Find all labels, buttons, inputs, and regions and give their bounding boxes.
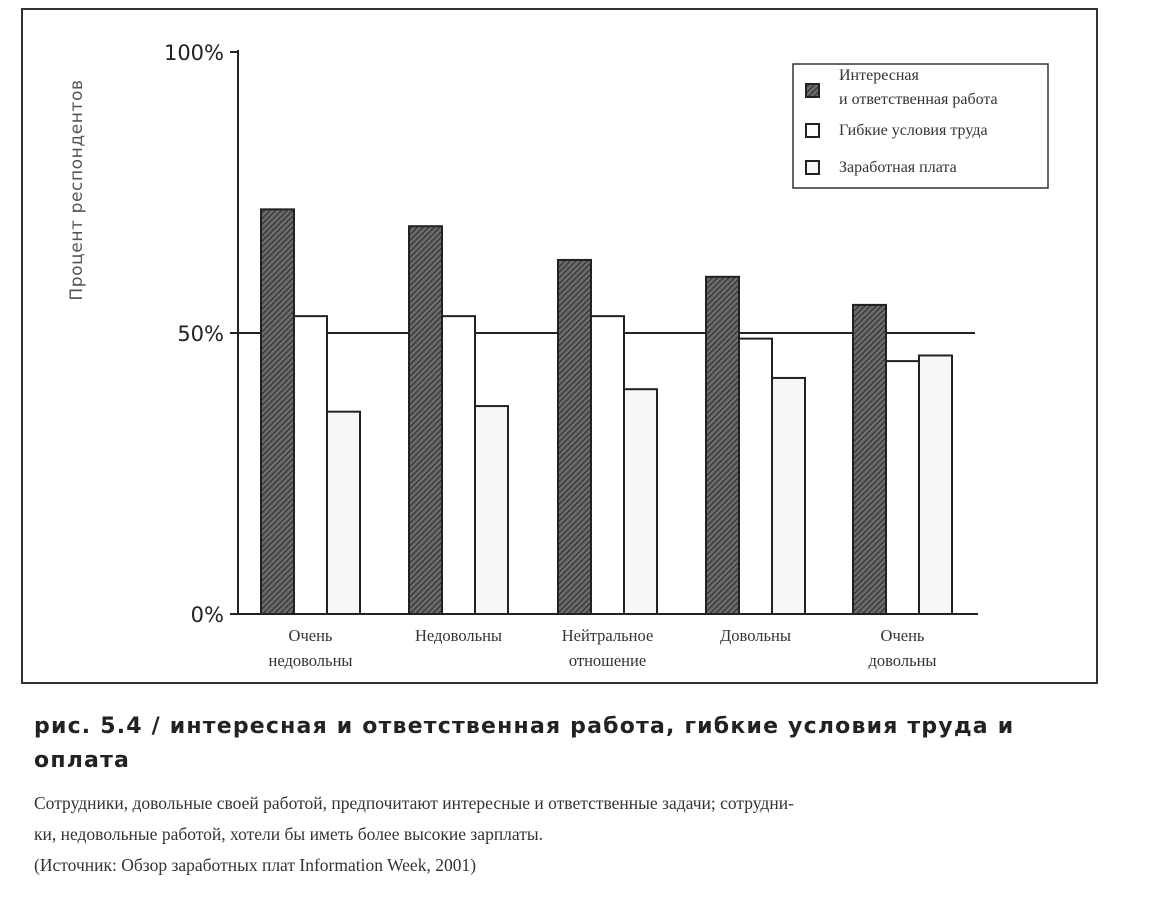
bar <box>624 389 657 614</box>
x-tick-label: Нейтральное <box>561 626 654 645</box>
bar <box>558 260 591 614</box>
legend-swatch <box>806 84 819 97</box>
x-tick-label: Недовольны <box>414 626 503 645</box>
caption-title: рис. 5.4 / интересная и ответственная работа, гибкие условия труда и оплата <box>34 714 1015 773</box>
chart-frame <box>21 8 1098 684</box>
legend-label: Интересная <box>839 67 919 84</box>
bar <box>772 378 805 614</box>
bar <box>442 316 475 614</box>
x-tick-label: Очень <box>288 626 333 645</box>
caption-line: ки, недовольные работой, хотели бы иметь более высокие зарплаты. <box>34 824 544 844</box>
bar <box>261 209 294 614</box>
legend-swatch <box>806 161 819 174</box>
y-tick-label: 100% <box>163 41 224 65</box>
x-tick-label: Очень <box>880 626 925 645</box>
bar <box>706 277 739 614</box>
legend-label: Заработная плата <box>839 159 957 176</box>
bar <box>475 406 508 614</box>
y-tick-label: 0% <box>190 603 224 627</box>
x-tick-label: отношение <box>568 651 647 670</box>
bar <box>591 316 624 614</box>
caption-body <box>34 788 1114 881</box>
legend-label: Гибкие условия труда <box>839 122 988 139</box>
bar <box>294 316 327 614</box>
bar <box>886 361 919 614</box>
y-axis-title: Процент респондентов <box>67 79 87 301</box>
bar <box>327 412 360 614</box>
bar <box>409 226 442 614</box>
bar <box>739 339 772 614</box>
x-tick-label: довольны <box>868 651 937 670</box>
caption-line: (Источник: Обзор заработных плат Information Week, 2001) <box>34 855 477 875</box>
x-tick-label: недовольны <box>268 651 353 670</box>
figure-caption <box>34 710 1114 881</box>
x-tick-label: Довольны <box>720 626 791 645</box>
legend-swatch <box>806 124 819 137</box>
legend-label: и ответственная работа <box>839 91 998 108</box>
caption-line: Сотрудники, довольные своей работой, предпочитают интересные и ответственные задачи; сотрудни- <box>34 793 794 813</box>
bar <box>853 305 886 614</box>
y-tick-label: 50% <box>177 322 224 346</box>
bar-chart <box>23 10 1096 682</box>
bar <box>919 355 952 614</box>
